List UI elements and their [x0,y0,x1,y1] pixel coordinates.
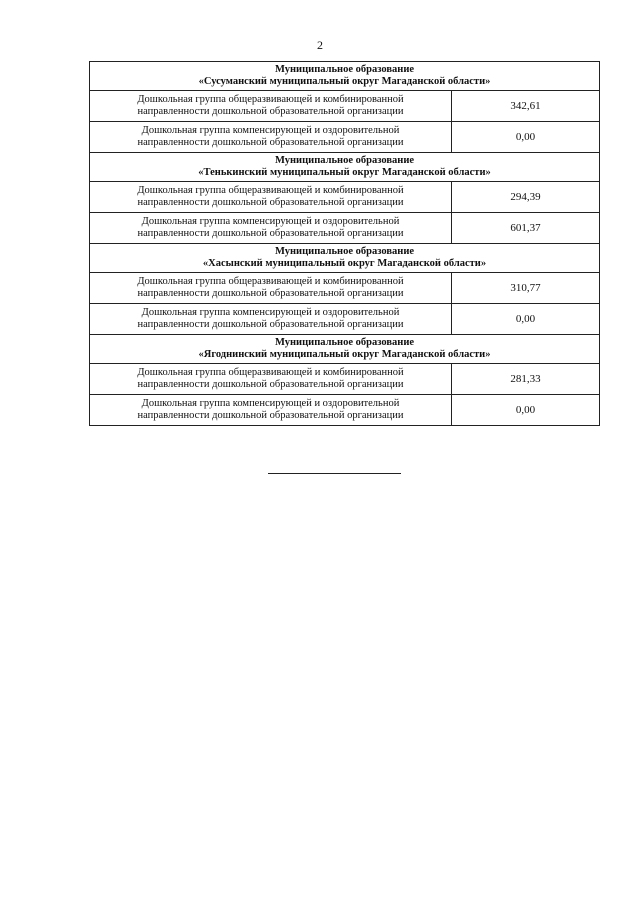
group-type-line: направленности дошкольной образовательной организации [137,410,404,421]
municipality-title [90,335,600,364]
table-row [90,304,600,335]
group-type-line: Дошкольная группа общеразвивающей и комбинированной [137,367,404,378]
table-row [90,91,600,122]
group-header-row [90,62,600,91]
value-cell: 601,37 [452,213,600,244]
value-cell: 281,33 [452,364,600,395]
municipality-title [90,244,600,273]
group-type-cell [90,304,452,335]
group-type-line: направленности дошкольной образовательной организации [137,137,404,148]
group-type-line: направленности дошкольной образовательной организации [137,319,404,330]
municipality-label: Муниципальное образование [274,337,415,348]
group-type-cell [90,182,452,213]
end-of-document-rule [268,473,401,474]
group-type-line: направленности дошкольной образовательной организации [137,228,404,239]
table-row [90,364,600,395]
group-type-line: Дошкольная группа компенсирующей и оздоровительной [141,125,400,136]
municipality-name: «Тенькинский муниципальный округ Магаданской области» [198,167,491,178]
table-row [90,213,600,244]
table-row [90,122,600,153]
cost-table [89,61,600,426]
group-header-row [90,335,600,364]
group-type-line: Дошкольная группа компенсирующей и оздоровительной [141,398,400,409]
value-cell: 342,61 [452,91,600,122]
table-row [90,182,600,213]
value-cell: 310,77 [452,273,600,304]
group-type-cell [90,364,452,395]
group-type-cell [90,122,452,153]
municipality-title [90,62,600,91]
municipality-name: «Сусуманский муниципальный округ Магаданской области» [198,76,491,87]
group-type-line: Дошкольная группа компенсирующей и оздоровительной [141,216,400,227]
municipality-name: «Хасынский муниципальный округ Магаданской области» [202,258,487,269]
value-cell: 294,39 [452,182,600,213]
municipality-title [90,153,600,182]
value-cell: 0,00 [452,122,600,153]
group-type-line: направленности дошкольной образовательной организации [137,379,404,390]
group-type-line: Дошкольная группа общеразвивающей и комбинированной [137,276,404,287]
municipality-label: Муниципальное образование [274,246,415,257]
table-row [90,395,600,426]
group-type-cell [90,213,452,244]
municipality-label: Муниципальное образование [274,64,415,75]
group-type-cell [90,273,452,304]
group-header-row [90,153,600,182]
page-number: 2 [317,38,323,52]
value-cell: 0,00 [452,304,600,335]
group-header-row [90,244,600,273]
municipality-name: «Ягоднинский муниципальный округ Магаданской области» [198,349,491,360]
group-type-line: Дошкольная группа общеразвивающей и комбинированной [137,185,404,196]
group-type-line: Дошкольная группа общеразвивающей и комбинированной [137,94,404,105]
group-type-line: направленности дошкольной образовательной организации [137,197,404,208]
group-type-line: направленности дошкольной образовательной организации [137,106,404,117]
value-cell: 0,00 [452,395,600,426]
group-type-line: направленности дошкольной образовательной организации [137,288,404,299]
municipality-label: Муниципальное образование [274,155,415,166]
group-type-cell [90,395,452,426]
group-type-cell [90,91,452,122]
table-row [90,273,600,304]
group-type-line: Дошкольная группа компенсирующей и оздоровительной [141,307,400,318]
